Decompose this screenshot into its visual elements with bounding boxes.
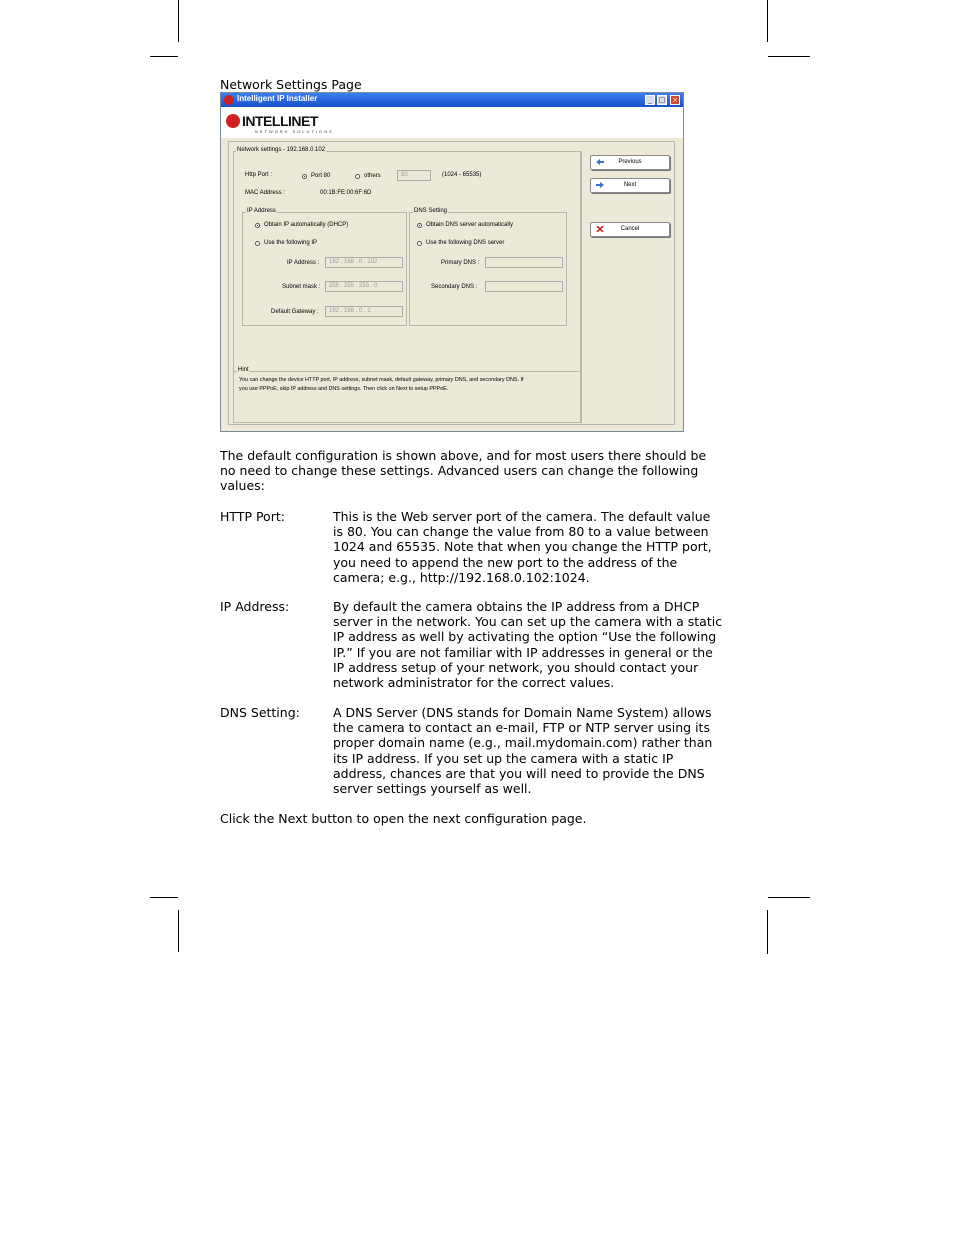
subnet-mask-label: Subnet mask : — [282, 284, 321, 290]
crop-mark — [767, 910, 768, 954]
intro-paragraph — [220, 448, 706, 494]
crop-mark — [178, 0, 179, 42]
logo-bar — [221, 107, 683, 138]
definition-line: its IP address. If you set up the camera with a static IP — [333, 750, 674, 766]
secondary-dns-label: Secondary DNS : — [431, 284, 478, 290]
definition-line: you need to append the new port to the address of the — [333, 554, 678, 570]
port80-label: Port 80 — [311, 173, 331, 179]
close-icon[interactable]: × — [670, 95, 680, 105]
button-column-divider — [581, 151, 582, 423]
dns-setting-group — [409, 208, 567, 326]
definition-line: IP address setup of your network, you should contact your — [333, 659, 699, 675]
crop-mark — [150, 56, 178, 57]
intro-line: no need to change these settings. Advanced users can change the following — [220, 463, 699, 479]
ip-manual-radio[interactable] — [255, 241, 260, 246]
definition-line: proper domain name (e.g., mail.mydomain.com) rather than — [333, 735, 713, 751]
port80-radio[interactable] — [302, 174, 307, 179]
ip-address-definition — [333, 599, 733, 690]
definition-line: 1024 and 65535. Note that when you change the HTTP port, — [333, 539, 712, 555]
ip-address-input[interactable]: 192 . 168 . 0 . 102 — [325, 257, 403, 268]
mac-address-value: 00:1B:FE:00:6F:6D — [320, 190, 372, 196]
ip-manual-label: Use the following IP — [264, 240, 318, 246]
default-gateway-label: Default Gateway : — [271, 309, 319, 315]
crop-mark — [767, 0, 768, 42]
secondary-dns-input[interactable] — [485, 281, 563, 292]
primary-dns-input[interactable] — [485, 257, 563, 268]
cancel-button[interactable] — [590, 222, 670, 237]
ip-address-label: IP Address : — [287, 260, 320, 266]
definition-line: IP.” If you are not familiar with IP addresses in general or the — [333, 644, 713, 660]
crop-mark — [768, 56, 810, 57]
default-gateway-input[interactable]: 192 . 168 . 0 . 1 — [325, 306, 403, 317]
http-port-definition — [333, 509, 733, 585]
port-range: (1024 - 65535) — [442, 172, 482, 178]
intro-line: The default configuration is shown above, and for most users there should be — [220, 448, 707, 463]
maximize-icon[interactable]: □ — [658, 96, 666, 104]
cancel-label: Cancel — [620, 226, 640, 232]
dns-manual-radio[interactable] — [417, 241, 422, 246]
definition-line: This is the Web server port of the camera. The default value — [333, 509, 711, 524]
closing-paragraph: Click the Next button to open the next configuration page. — [220, 811, 587, 826]
crop-mark — [150, 897, 178, 898]
subnet-mask-input[interactable]: 255 . 255 . 255 . 0 — [325, 281, 403, 292]
crop-mark — [768, 897, 810, 898]
http-port-label: Http Port : — [245, 172, 273, 178]
next-label: Next — [623, 182, 637, 188]
window-title: Intelligent IP Installer — [237, 94, 318, 103]
ip-address-group-title: IP Address — [247, 208, 276, 214]
others-port-input[interactable]: 80 — [397, 170, 431, 181]
definition-line: By default the camera obtains the IP address from a DHCP — [333, 599, 700, 614]
dns-auto-radio[interactable] — [417, 223, 422, 228]
ip-auto-label: Obtain IP automatically (DHCP) — [264, 222, 349, 228]
logo-subtitle: NETWORK SOLUTIONS — [255, 129, 334, 134]
dns-setting-definition — [333, 705, 733, 796]
dns-setting-group-title: DNS Setting — [414, 208, 448, 214]
previous-label: Previous — [618, 159, 642, 165]
definition-line: is 80. You can change the value from 80 to a value between — [333, 524, 709, 540]
definition-line: IP address as well by activating the option “Use the following — [333, 629, 717, 645]
hint-divider — [233, 371, 581, 372]
installer-window — [220, 92, 684, 432]
mac-address-label: MAC Address : — [245, 190, 286, 196]
definition-line: server in the network. You can set up the camera with a static — [333, 614, 723, 630]
figure-caption: Network Settings Page — [220, 77, 362, 92]
app-icon — [224, 95, 234, 105]
definition-line: address, chances are that you will need to provide the DNS — [333, 765, 705, 781]
minimize-icon[interactable]: _ — [645, 95, 655, 105]
previous-button[interactable] — [590, 155, 670, 170]
definition-line: camera; e.g., http://192.168.0.102:1024. — [333, 569, 590, 585]
primary-dns-label: Primary DNS : — [441, 260, 480, 266]
crop-mark — [178, 910, 179, 952]
logo-mark-icon — [226, 114, 240, 128]
others-radio[interactable] — [355, 174, 360, 179]
title-bar — [221, 93, 683, 107]
settings-panel — [228, 141, 675, 425]
others-label: others — [364, 173, 381, 179]
definition-line: A DNS Server (DNS stands for Domain Name System) allows — [333, 705, 712, 720]
dns-auto-label: Obtain DNS server automatically — [426, 222, 514, 228]
hint-label: Hint — [238, 367, 249, 373]
hint-text-line-2: you use PPPoE, skip IP address and DNS settings. Then click on Next to setup PPPoE. — [239, 386, 449, 392]
definition-line: network administrator for the correct values. — [333, 675, 615, 691]
hint-text-line-1: You can change the device HTTP port, IP address, subnet mask, default gateway, primary DNS, and secondary DNS. If — [239, 377, 524, 383]
intro-line: values: — [220, 478, 265, 494]
dns-setting-term: DNS Setting: — [220, 705, 300, 720]
ip-address-term: IP Address: — [220, 599, 290, 614]
next-button[interactable] — [590, 178, 670, 193]
logo: INTELLINET — [242, 113, 318, 129]
http-port-term: HTTP Port: — [220, 509, 285, 524]
ip-auto-radio[interactable] — [255, 223, 260, 228]
network-settings-title: Network settings - 192.168.0.102 — [237, 147, 326, 153]
definition-line: the camera to contact an e-mail, FTP or NTP server using its — [333, 720, 710, 736]
definition-line: server settings yourself as well. — [333, 781, 532, 797]
dns-manual-label: Use the following DNS server — [426, 240, 505, 246]
